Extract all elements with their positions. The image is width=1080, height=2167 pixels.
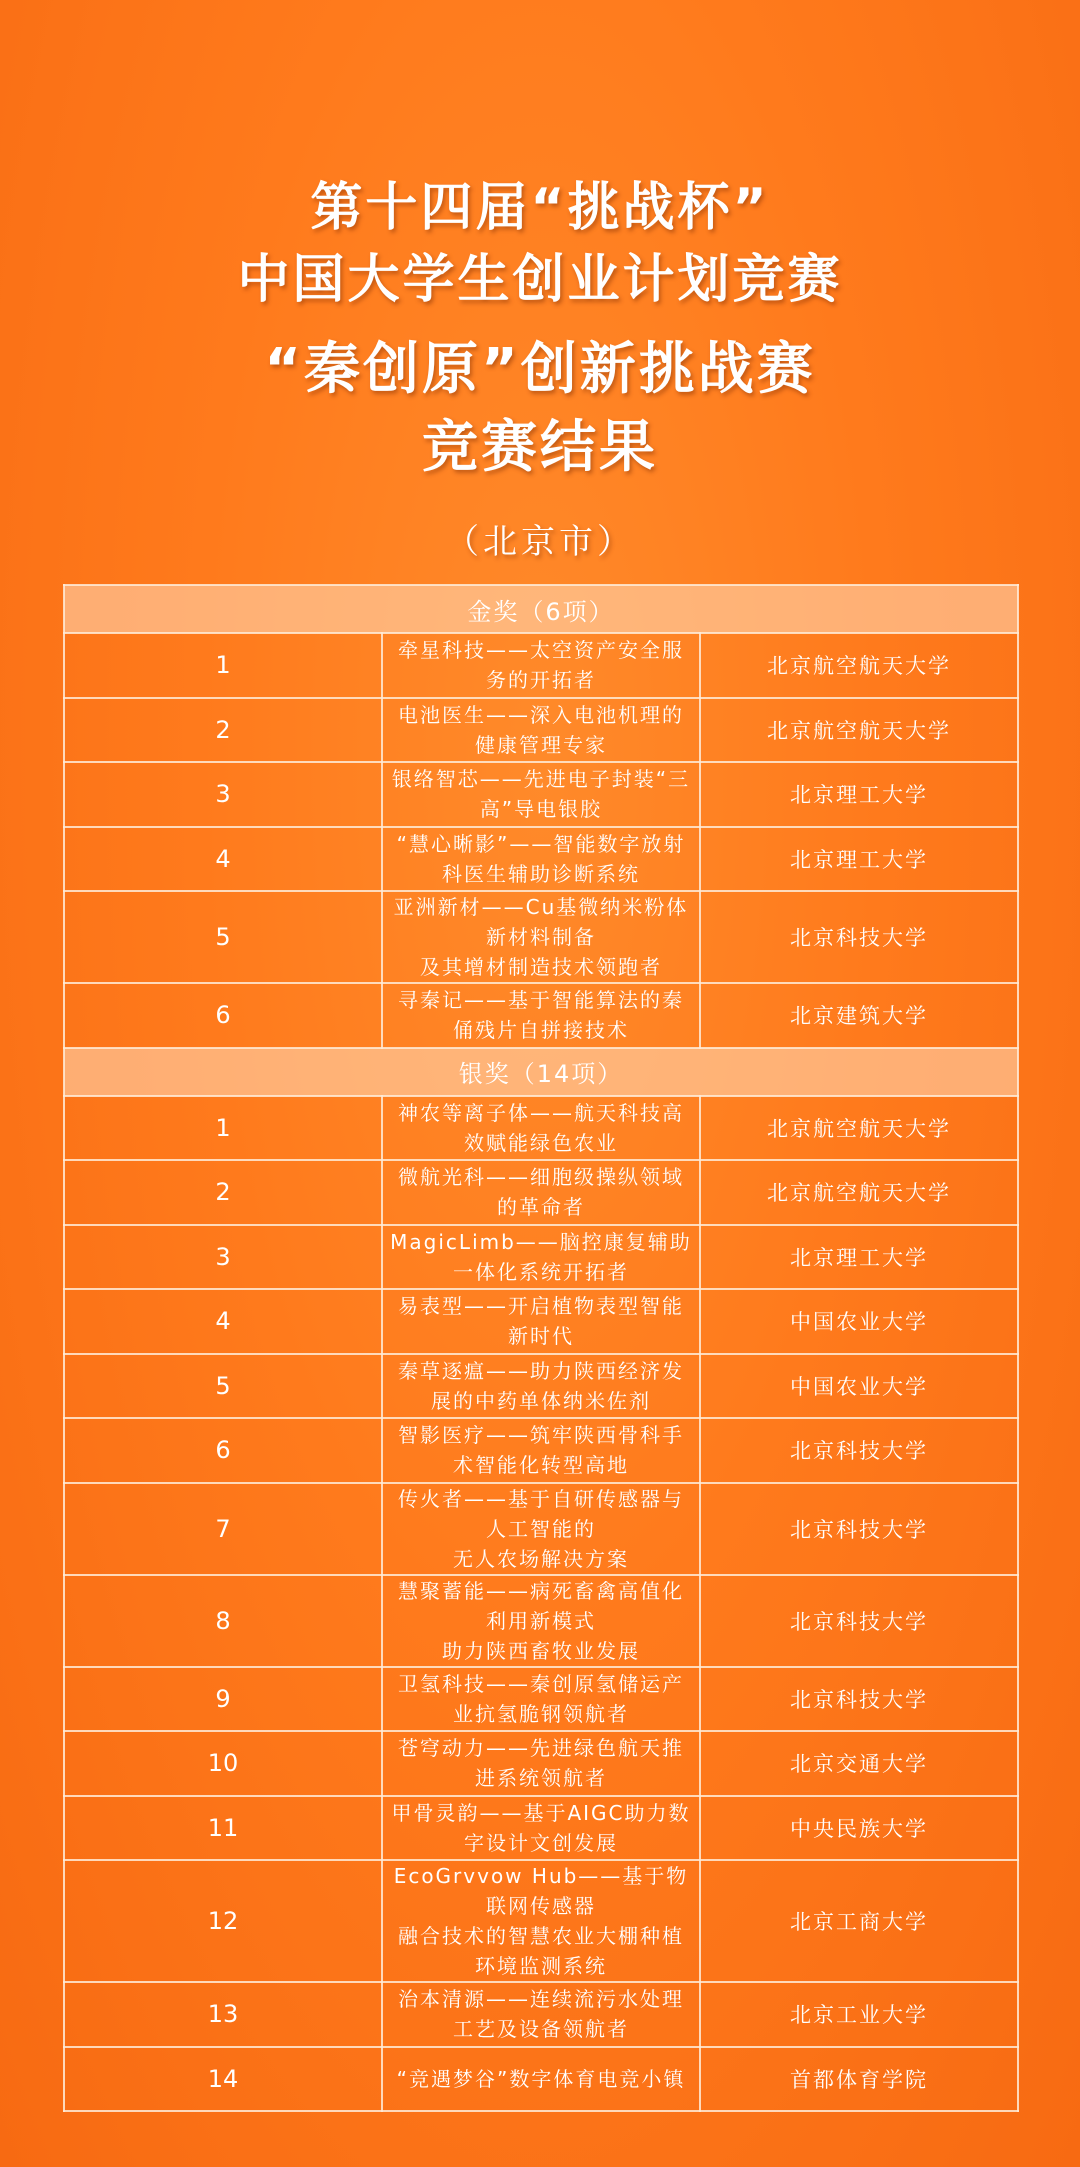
- row-number: 3: [64, 1225, 382, 1290]
- project-name: 苍穹动力——先进绿色航天推进系统领航者: [382, 1731, 700, 1796]
- title-line-2: 中国大学生创业计划竞赛: [237, 250, 843, 310]
- row-number: 5: [64, 891, 382, 983]
- gold-award-heading: 金奖（6项）: [64, 585, 1018, 633]
- project-name: 秦草逐瘟——助力陕西经济发展的中药单体纳米佐剂: [382, 1354, 700, 1419]
- gold-award-heading-row: [64, 585, 1018, 633]
- project-name: EcoGrvvow Hub——基于物联网传感器 融合技术的智慧农业大棚种植环境监测系统: [382, 1860, 700, 1982]
- table-row: [64, 1096, 1018, 1161]
- title-line-4: 竞赛结果: [422, 415, 658, 480]
- table-row: [64, 1483, 1018, 1575]
- project-name: “慧心晰影”——智能数字放射科医生辅助诊断系统: [382, 827, 700, 892]
- project-name: 易表型——开启植物表型智能新时代: [382, 1289, 700, 1354]
- table-row: [64, 698, 1018, 763]
- table-row: [64, 2047, 1018, 2112]
- school-name: 北京建筑大学: [700, 983, 1018, 1048]
- project-name: 卫氢科技——秦创原氢储运产业抗氢脆钢领航者: [382, 1667, 700, 1732]
- row-number: 3: [64, 762, 382, 827]
- results-table-body: [64, 585, 1018, 2111]
- table-row: [64, 1225, 1018, 1290]
- row-number: 2: [64, 698, 382, 763]
- project-name: MagicLimb——脑控康复辅助一体化系统开拓者: [382, 1225, 700, 1290]
- table-row: [64, 1796, 1018, 1861]
- school-name: 中央民族大学: [700, 1796, 1018, 1861]
- table-row: [64, 1860, 1018, 1982]
- row-number: 6: [64, 1418, 382, 1483]
- row-number: 9: [64, 1667, 382, 1732]
- school-name: 北京航空航天大学: [700, 633, 1018, 698]
- table-row: [64, 1160, 1018, 1225]
- row-number: 4: [64, 1289, 382, 1354]
- table-row: [64, 891, 1018, 983]
- project-name: 银络智芯——先进电子封装“三高”导电银胶: [382, 762, 700, 827]
- project-name: 神农等离子体——航天科技高效赋能绿色农业: [382, 1096, 700, 1161]
- results-table-container: [63, 584, 1019, 2112]
- table-row: [64, 1667, 1018, 1732]
- row-number: 13: [64, 1982, 382, 2047]
- project-name: 甲骨灵韵——基于AIGC助力数字设计文创发展: [382, 1796, 700, 1861]
- school-name: 北京科技大学: [700, 1483, 1018, 1575]
- school-name: 北京理工大学: [700, 762, 1018, 827]
- table-row: [64, 1354, 1018, 1419]
- school-name: 北京工业大学: [700, 1982, 1018, 2047]
- row-number: 2: [64, 1160, 382, 1225]
- project-name: 慧聚蓄能——病死畜禽高值化利用新模式 助力陕西畜牧业发展: [382, 1575, 700, 1667]
- row-number: 5: [64, 1354, 382, 1419]
- row-number: 8: [64, 1575, 382, 1667]
- school-name: 北京科技大学: [700, 891, 1018, 983]
- table-row: [64, 633, 1018, 698]
- school-name: 首都体育学院: [700, 2047, 1018, 2112]
- school-name: 北京航空航天大学: [700, 1096, 1018, 1161]
- table-row: [64, 827, 1018, 892]
- school-name: 北京科技大学: [700, 1418, 1018, 1483]
- table-row: [64, 1982, 1018, 2047]
- table-row: [64, 1418, 1018, 1483]
- school-name: 中国农业大学: [700, 1289, 1018, 1354]
- project-name: “竞遇梦谷”数字体育电竞小镇: [382, 2047, 700, 2112]
- page-header: [0, 178, 1080, 572]
- silver-award-heading-row: [64, 1048, 1018, 1096]
- row-number: 10: [64, 1731, 382, 1796]
- school-name: 北京航空航天大学: [700, 698, 1018, 763]
- table-row: [64, 983, 1018, 1048]
- row-number: 11: [64, 1796, 382, 1861]
- project-name: 亚洲新材——Cu基微纳米粉体新材料制备 及其增材制造技术领跑者: [382, 891, 700, 983]
- school-name: 北京航空航天大学: [700, 1160, 1018, 1225]
- school-name: 北京交通大学: [700, 1731, 1018, 1796]
- school-name: 北京科技大学: [700, 1575, 1018, 1667]
- project-name: 传火者——基于自研传感器与人工智能的 无人农场解决方案: [382, 1483, 700, 1575]
- school-name: 北京科技大学: [700, 1667, 1018, 1732]
- title-line-1: 第十四届“挑战杯”: [310, 178, 770, 238]
- project-name: 牵星科技——太空资产安全服务的开拓者: [382, 633, 700, 698]
- project-name: 寻秦记——基于智能算法的秦俑残片自拼接技术: [382, 983, 700, 1048]
- project-name: 电池医生——深入电池机理的健康管理专家: [382, 698, 700, 763]
- row-number: 1: [64, 633, 382, 698]
- results-table: [63, 584, 1019, 2112]
- table-row: [64, 1731, 1018, 1796]
- row-number: 4: [64, 827, 382, 892]
- school-name: 中国农业大学: [700, 1354, 1018, 1419]
- region-subtitle: （北京市）: [445, 522, 635, 562]
- project-name: 治本清源——连续流污水处理工艺及设备领航者: [382, 1982, 700, 2047]
- row-number: 14: [64, 2047, 382, 2112]
- title-line-3: “秦创原”创新挑战赛: [264, 337, 816, 402]
- row-number: 1: [64, 1096, 382, 1161]
- school-name: 北京理工大学: [700, 1225, 1018, 1290]
- row-number: 12: [64, 1860, 382, 1982]
- project-name: 微航光科——细胞级操纵领域的革命者: [382, 1160, 700, 1225]
- school-name: 北京工商大学: [700, 1860, 1018, 1982]
- row-number: 7: [64, 1483, 382, 1575]
- table-row: [64, 762, 1018, 827]
- table-row: [64, 1289, 1018, 1354]
- school-name: 北京理工大学: [700, 827, 1018, 892]
- row-number: 6: [64, 983, 382, 1048]
- silver-award-heading: 银奖（14项）: [64, 1048, 1018, 1096]
- project-name: 智影医疗——筑牢陕西骨科手术智能化转型高地: [382, 1418, 700, 1483]
- table-row: [64, 1575, 1018, 1667]
